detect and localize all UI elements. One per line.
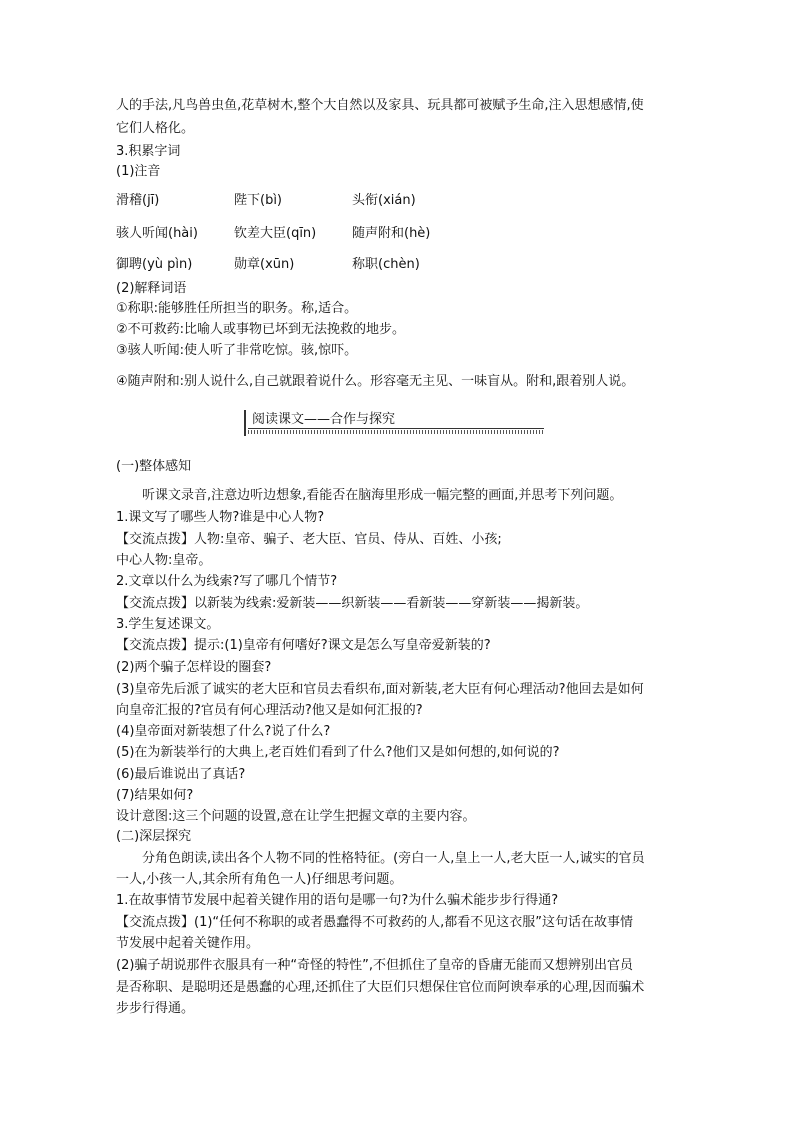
prompt-3-line-2: 向皇帝汇报的?官员有何心理活动?他又是如何汇报的? — [116, 703, 423, 718]
question-1: 1.课文写了哪些人物?谁是中心人物? — [116, 510, 325, 525]
banner-dotted-underline — [248, 430, 544, 434]
pinyin-item: 滑稽(jī) — [116, 193, 160, 208]
prompt-4: (4)皇帝面对新装想了什么?说了什么? — [116, 724, 331, 739]
section1-heading: (一)整体感知 — [116, 459, 192, 474]
pinyin-item: 称职(chèn) — [352, 257, 420, 272]
explanation-item: ②不可救药:比喻人或事物已坏到无法挽救的地步。 — [116, 322, 406, 337]
section1-intro: 听课文录音,注意边听边想象,看能否在脑海里形成一幅完整的画面,并思考下列问题。 — [142, 488, 623, 503]
intro-line-2: 它们人格化。 — [116, 121, 195, 136]
banner-title: 阅读课文——合作与探究 — [252, 412, 396, 427]
prompt-3-line-1: (3)皇帝先后派了诚实的老大臣和官员去看织布,面对新装,老大臣有何心理活动?他回去是如何 — [116, 682, 644, 697]
prompt-5: (5)在为新装举行的大典上,老百姓们看到了什么?他们又是如何想的,如何说的? — [116, 745, 560, 760]
pinyin-item: 陛下(bì) — [234, 193, 283, 208]
deep-answer-1-line-2: 节发展中起着关键作用。 — [116, 936, 260, 951]
section-banner — [244, 410, 544, 436]
intro-line-1: 人的手法,凡鸟兽虫鱼,花草树木,整个大自然以及家具、玩具都可被赋予生命,注入思想感情,使 — [116, 98, 644, 113]
answer-1-line-1: 【交流点拨】人物:皇帝、骗子、老大臣、官员、侍从、百姓、小孩; — [116, 532, 502, 547]
banner-bar — [244, 410, 246, 436]
pinyin-item: 随声附和(hè) — [352, 226, 431, 241]
prompt-7: (7)结果如何? — [116, 788, 194, 803]
banner-rule — [248, 428, 544, 429]
section2-intro-line-1: 分角色朗读,读出各个人物不同的性格特征。(旁白一人,皇上一人,老大臣一人,诚实的官员 — [142, 851, 645, 866]
prompt-2: (2)两个骗子怎样设的圈套? — [116, 660, 272, 675]
explanation-item: ④随声附和:别人说什么,自己就跟着说什么。形容毫无主见、一味盲从。附和,跟着别人说。 — [116, 374, 635, 389]
vocab-heading: 3.积累字词 — [116, 144, 181, 159]
pinyin-item: 钦差大臣(qīn) — [234, 226, 317, 241]
explanation-item: ①称职:能够胜任所担当的职务。称,适合。 — [116, 301, 358, 316]
section2-heading: (二)深层探究 — [116, 829, 192, 844]
deep-answer-2-line-2: 是否称职、是聪明还是愚蠢的心理,还抓住了大臣们只想保住官位而阿谀奉承的心理,因而骗术 — [116, 980, 645, 995]
deep-answer-1-line-1: 【交流点拨】(1)“任何不称职的或者愚蠢得不可救药的人,都看不见这衣服”这句话在故事情 — [116, 915, 634, 930]
deep-answer-2-line-3: 步步行得通。 — [116, 1001, 195, 1016]
section2-intro-line-2: 一人,小孩一人,其余所有角色一人)仔细思考问题。 — [116, 872, 403, 887]
explanation-item: ③骇人听闻:使人听了非常吃惊。骇,惊吓。 — [116, 343, 358, 358]
pinyin-item: 头衔(xián) — [352, 193, 416, 208]
answer-3: 【交流点拨】提示:(1)皇帝有何嗜好?课文是怎么写皇帝爱新装的? — [116, 638, 491, 653]
pinyin-item: 勋章(xūn) — [234, 257, 295, 272]
explain-heading: (2)解释词语 — [116, 281, 187, 296]
pinyin-item: 御聘(yù pìn) — [116, 257, 193, 272]
deep-answer-2-line-1: (2)骗子胡说那件衣服具有一种“奇怪的特性”,不但抓住了皇帝的昏庸无能而又想辨别出官员 — [116, 958, 634, 973]
pronunciation-heading: (1)注音 — [116, 164, 161, 179]
deep-question-1: 1.在故事情节发展中起着关键作用的语句是哪一句?为什么骗术能步步行得通? — [116, 893, 559, 908]
question-2: 2.文章以什么为线索?写了哪几个情节? — [116, 574, 338, 589]
design-intent: 设计意图:这三个问题的设置,意在让学生把握文章的主要内容。 — [116, 809, 476, 824]
question-3: 3.学生复述课文。 — [116, 617, 220, 632]
answer-1-line-2: 中心人物:皇帝。 — [116, 553, 212, 568]
prompt-6: (6)最后谁说出了真话? — [116, 767, 246, 782]
answer-2: 【交流点拨】以新装为线索:爱新装——织新装——看新装——穿新装——揭新装。 — [116, 596, 589, 611]
pinyin-item: 骇人听闻(hài) — [116, 226, 198, 241]
